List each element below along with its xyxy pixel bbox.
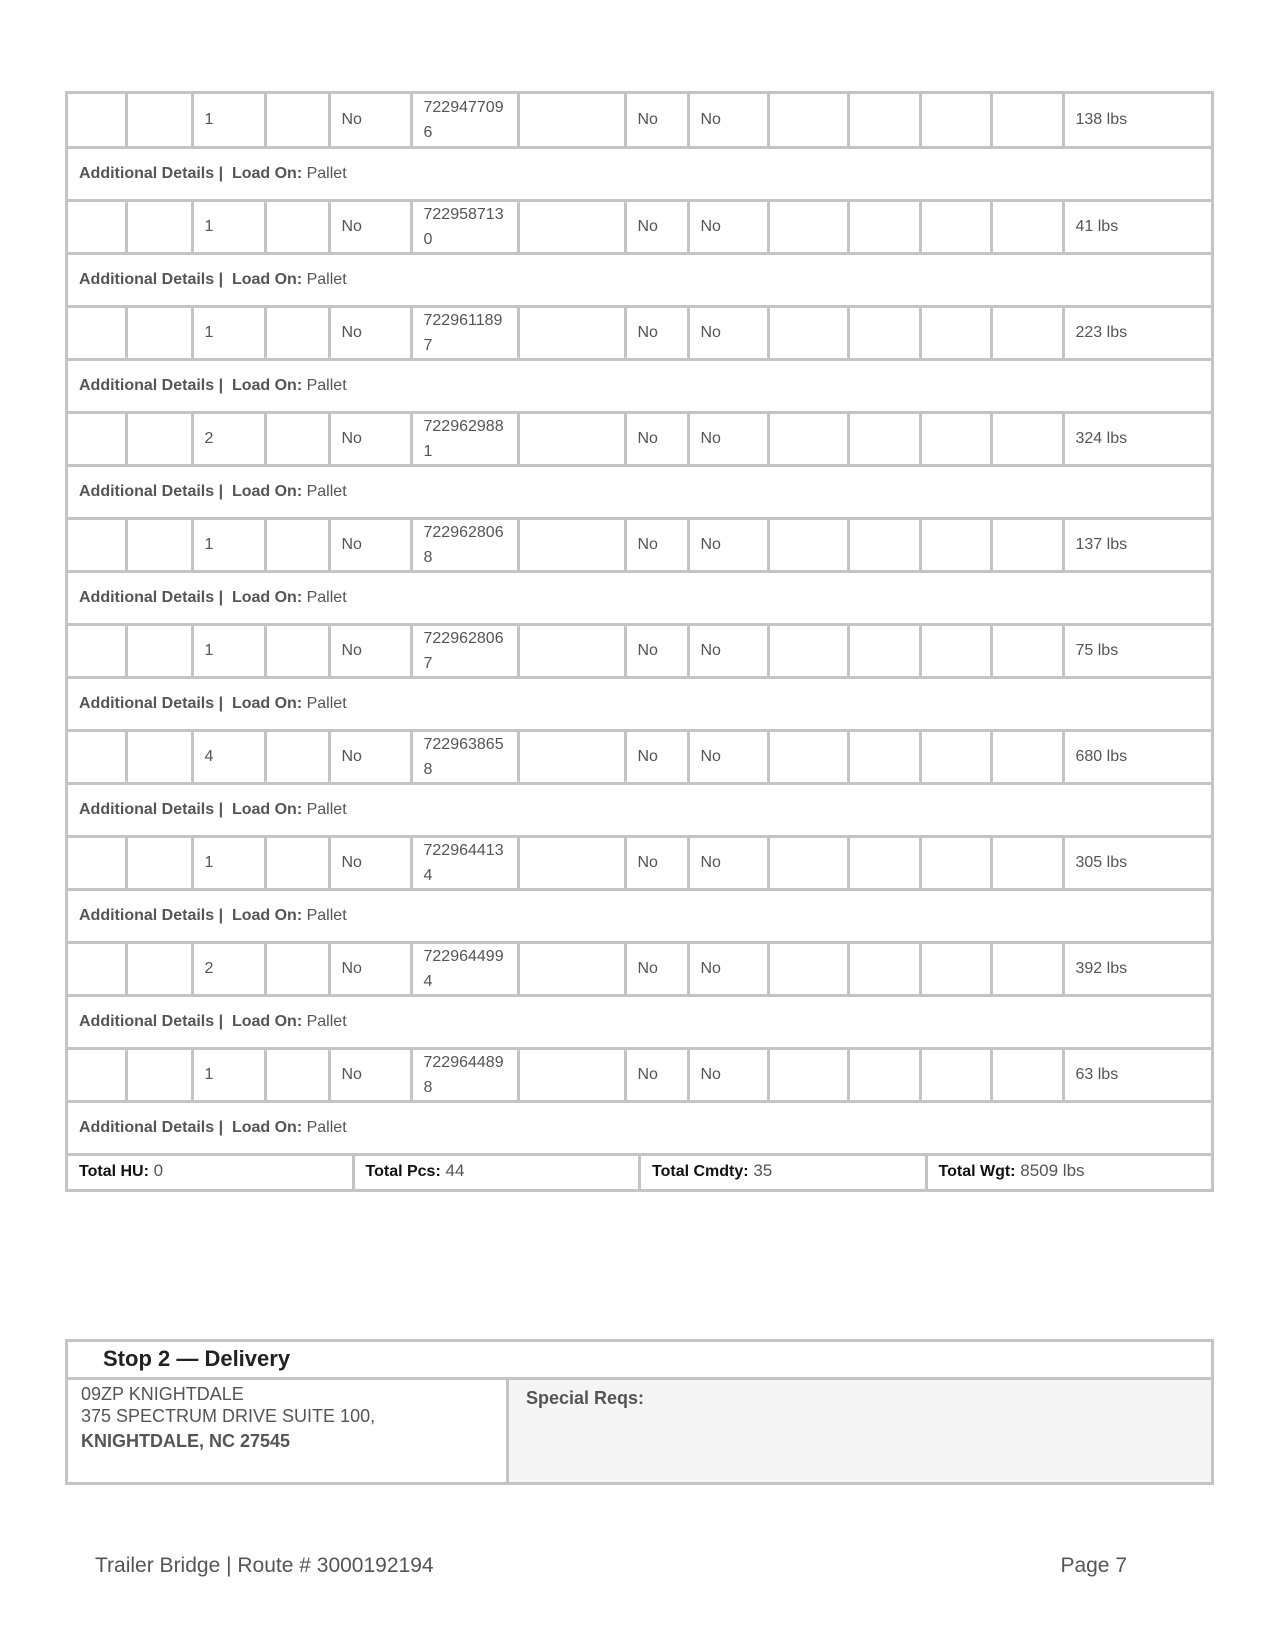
empty-cell — [768, 836, 848, 889]
additional-details — [68, 1101, 1211, 1154]
empty-cell — [920, 1048, 991, 1101]
weight-cell: 75 lbs — [1063, 624, 1211, 677]
empty-cell — [920, 942, 991, 995]
id-line-2: 8 — [423, 548, 433, 566]
empty-cell — [126, 200, 192, 253]
total-pcs-label: Total Pcs: — [365, 1162, 441, 1180]
table-row — [68, 200, 1211, 253]
total-hu — [68, 1156, 355, 1189]
additional-details — [68, 253, 1211, 306]
hazmat-cell: No — [329, 518, 411, 571]
id-cell — [411, 518, 518, 571]
hazmat-cell: No — [329, 412, 411, 465]
empty-cell — [848, 94, 920, 147]
empty-cell — [68, 942, 126, 995]
empty-cell — [518, 200, 625, 253]
id-cell — [411, 624, 518, 677]
empty-cell — [518, 942, 625, 995]
weight-cell: 392 lbs — [1063, 942, 1211, 995]
details-row — [68, 995, 1211, 1048]
hazmat-cell: No — [329, 1048, 411, 1101]
load-on-label: Load On: — [231, 376, 303, 394]
empty-cell — [920, 94, 991, 147]
id-cell — [411, 836, 518, 889]
total-cmdty-label: Total Cmdty: — [652, 1162, 749, 1180]
load-on-value: Pallet — [306, 270, 347, 288]
table-row — [68, 1048, 1211, 1101]
footer-page-number: Page 7 — [1060, 1554, 1127, 1577]
qty-cell: 1 — [192, 518, 265, 571]
empty-cell — [126, 412, 192, 465]
weight-cell: 138 lbs — [1063, 94, 1211, 147]
empty-cell — [991, 836, 1063, 889]
empty-cell — [518, 730, 625, 783]
empty-cell — [991, 518, 1063, 571]
empty-cell — [920, 412, 991, 465]
hazmat-cell: No — [329, 836, 411, 889]
total-wgt-value: 8509 lbs — [1020, 1160, 1085, 1180]
weight-cell: 324 lbs — [1063, 412, 1211, 465]
qty-cell: 1 — [192, 624, 265, 677]
weight-cell: 680 lbs — [1063, 730, 1211, 783]
load-on-label: Load On: — [231, 906, 303, 924]
empty-cell — [265, 942, 329, 995]
address-line-1: 09ZP KNIGHTDALE — [81, 1384, 244, 1404]
empty-cell — [265, 412, 329, 465]
id-cell — [411, 412, 518, 465]
flag-cell: No — [625, 730, 688, 783]
empty-cell — [126, 306, 192, 359]
empty-cell — [265, 624, 329, 677]
weight-cell: 63 lbs — [1063, 1048, 1211, 1101]
empty-cell — [518, 306, 625, 359]
empty-cell — [265, 518, 329, 571]
details-row — [68, 147, 1211, 200]
empty-cell — [518, 412, 625, 465]
table-row — [68, 624, 1211, 677]
empty-cell — [991, 1048, 1063, 1101]
flag-cell: No — [625, 412, 688, 465]
weight-cell: 223 lbs — [1063, 306, 1211, 359]
address-line-2: 375 SPECTRUM DRIVE SUITE 100, — [81, 1406, 376, 1426]
flag-cell: No — [625, 836, 688, 889]
empty-cell — [768, 624, 848, 677]
empty-cell — [848, 200, 920, 253]
empty-cell — [768, 412, 848, 465]
empty-cell — [68, 730, 126, 783]
details-row — [68, 253, 1211, 306]
id-line-1: 722947709 — [423, 98, 504, 116]
empty-cell — [920, 518, 991, 571]
special-reqs — [509, 1380, 1211, 1482]
qty-cell: 2 — [192, 942, 265, 995]
id-cell — [411, 730, 518, 783]
empty-cell — [68, 518, 126, 571]
empty-cell — [126, 1048, 192, 1101]
hazmat-cell: No — [329, 200, 411, 253]
flag-cell: No — [625, 1048, 688, 1101]
empty-cell — [848, 412, 920, 465]
empty-cell — [768, 942, 848, 995]
weight-cell: 305 lbs — [1063, 836, 1211, 889]
flag-cell: No — [688, 836, 768, 889]
id-line-1: 722962806 — [423, 523, 504, 541]
details-row — [68, 1101, 1211, 1154]
hazmat-cell: No — [329, 94, 411, 147]
flag-cell: No — [688, 412, 768, 465]
id-cell — [411, 94, 518, 147]
additional-details — [68, 783, 1211, 836]
total-hu-value: 0 — [153, 1160, 164, 1180]
load-on-value: Pallet — [306, 482, 347, 500]
load-on-value: Pallet — [306, 376, 347, 394]
load-on-label: Load On: — [231, 800, 303, 818]
table-row — [68, 730, 1211, 783]
qty-cell: 1 — [192, 836, 265, 889]
total-pcs — [355, 1156, 642, 1189]
flag-cell: No — [625, 518, 688, 571]
additional-details — [68, 677, 1211, 730]
empty-cell — [920, 730, 991, 783]
load-on-label: Load On: — [231, 1118, 303, 1136]
qty-cell: 1 — [192, 306, 265, 359]
flag-cell: No — [688, 200, 768, 253]
id-line-1: 722962806 — [423, 629, 504, 647]
footer-route: Trailer Bridge | Route # 3000192194 — [95, 1554, 434, 1577]
empty-cell — [848, 942, 920, 995]
flag-cell: No — [688, 624, 768, 677]
flag-cell: No — [688, 306, 768, 359]
id-line-2: 7 — [423, 336, 433, 354]
details-label: Additional Details | — [79, 906, 224, 924]
table-row — [68, 942, 1211, 995]
empty-cell — [991, 94, 1063, 147]
qty-cell: 4 — [192, 730, 265, 783]
details-label: Additional Details | — [79, 1012, 224, 1030]
load-on-value: Pallet — [306, 694, 347, 712]
details-label: Additional Details | — [79, 376, 224, 394]
totals-row — [68, 1156, 1211, 1192]
stop-panel — [65, 1339, 1214, 1485]
empty-cell — [768, 1048, 848, 1101]
empty-cell — [848, 1048, 920, 1101]
empty-cell — [265, 200, 329, 253]
empty-cell — [126, 836, 192, 889]
empty-cell — [768, 730, 848, 783]
details-label: Additional Details | — [79, 164, 224, 182]
empty-cell — [126, 730, 192, 783]
details-label: Additional Details | — [79, 694, 224, 712]
table-row — [68, 836, 1211, 889]
flag-cell: No — [625, 624, 688, 677]
id-line-2: 7 — [423, 654, 433, 672]
id-line-1: 722964413 — [423, 841, 504, 859]
additional-details — [68, 359, 1211, 412]
load-on-value: Pallet — [306, 800, 347, 818]
flag-cell: No — [688, 1048, 768, 1101]
empty-cell — [991, 624, 1063, 677]
additional-details — [68, 465, 1211, 518]
empty-cell — [991, 730, 1063, 783]
total-wgt-label: Total Wgt: — [938, 1162, 1016, 1180]
details-label: Additional Details | — [79, 1118, 224, 1136]
empty-cell — [991, 306, 1063, 359]
details-label: Additional Details | — [79, 588, 224, 606]
total-wgt — [928, 1156, 1212, 1189]
qty-cell: 1 — [192, 200, 265, 253]
id-cell — [411, 306, 518, 359]
additional-details — [68, 571, 1211, 624]
flag-cell: No — [688, 942, 768, 995]
flag-cell: No — [688, 94, 768, 147]
empty-cell — [68, 306, 126, 359]
qty-cell: 2 — [192, 412, 265, 465]
total-cmdty-value: 35 — [753, 1160, 773, 1180]
empty-cell — [68, 412, 126, 465]
hazmat-cell: No — [329, 624, 411, 677]
id-line-1: 722958713 — [423, 205, 504, 223]
stop-body — [68, 1380, 1211, 1482]
empty-cell — [68, 200, 126, 253]
load-on-label: Load On: — [231, 270, 303, 288]
load-on-label: Load On: — [231, 164, 303, 182]
total-cmdty — [641, 1156, 928, 1189]
empty-cell — [768, 94, 848, 147]
empty-cell — [518, 624, 625, 677]
empty-cell — [126, 94, 192, 147]
id-line-2: 4 — [423, 866, 433, 884]
empty-cell — [768, 306, 848, 359]
table-row — [68, 306, 1211, 359]
empty-cell — [768, 200, 848, 253]
id-line-2: 8 — [423, 760, 433, 778]
empty-cell — [518, 1048, 625, 1101]
table-row — [68, 94, 1211, 147]
load-on-label: Load On: — [231, 694, 303, 712]
hazmat-cell: No — [329, 730, 411, 783]
details-row — [68, 571, 1211, 624]
empty-cell — [126, 942, 192, 995]
empty-cell — [126, 518, 192, 571]
empty-cell — [68, 624, 126, 677]
load-on-label: Load On: — [231, 1012, 303, 1030]
empty-cell — [68, 1048, 126, 1101]
load-on-value: Pallet — [306, 164, 347, 182]
load-on-value: Pallet — [306, 906, 347, 924]
id-line-1: 722964489 — [423, 1053, 504, 1071]
table-row — [68, 412, 1211, 465]
details-row — [68, 465, 1211, 518]
details-row — [68, 889, 1211, 942]
additional-details — [68, 889, 1211, 942]
id-line-2: 8 — [423, 1078, 433, 1096]
flag-cell: No — [625, 306, 688, 359]
empty-cell — [848, 624, 920, 677]
empty-cell — [518, 836, 625, 889]
details-label: Additional Details | — [79, 800, 224, 818]
empty-cell — [848, 306, 920, 359]
stop-title: Stop 2 — Delivery — [68, 1342, 1211, 1380]
load-on-value: Pallet — [306, 1012, 347, 1030]
id-cell — [411, 1048, 518, 1101]
load-on-value: Pallet — [306, 588, 347, 606]
empty-cell — [848, 730, 920, 783]
additional-details — [68, 995, 1211, 1048]
empty-cell — [920, 200, 991, 253]
id-line-1: 722964499 — [423, 947, 504, 965]
id-cell — [411, 200, 518, 253]
empty-cell — [920, 306, 991, 359]
weight-cell: 41 lbs — [1063, 200, 1211, 253]
additional-details — [68, 147, 1211, 200]
details-label: Additional Details | — [79, 270, 224, 288]
total-hu-label: Total HU: — [79, 1162, 149, 1180]
qty-cell: 1 — [192, 1048, 265, 1101]
load-on-label: Load On: — [231, 482, 303, 500]
empty-cell — [920, 624, 991, 677]
flag-cell: No — [625, 94, 688, 147]
flag-cell: No — [625, 942, 688, 995]
details-row — [68, 783, 1211, 836]
empty-cell — [768, 518, 848, 571]
empty-cell — [265, 730, 329, 783]
empty-cell — [848, 518, 920, 571]
line-items-table — [68, 94, 1211, 1156]
table-row — [68, 518, 1211, 571]
empty-cell — [991, 412, 1063, 465]
qty-cell: 1 — [192, 94, 265, 147]
stop-address — [68, 1380, 509, 1482]
empty-cell — [991, 942, 1063, 995]
empty-cell — [991, 200, 1063, 253]
empty-cell — [265, 306, 329, 359]
id-line-2: 6 — [423, 123, 433, 141]
empty-cell — [265, 94, 329, 147]
address-city: KNIGHTDALE, NC 27545 — [81, 1431, 291, 1451]
special-reqs-label: Special Reqs: — [526, 1388, 645, 1408]
flag-cell: No — [625, 200, 688, 253]
empty-cell — [265, 836, 329, 889]
flag-cell: No — [688, 518, 768, 571]
empty-cell — [518, 518, 625, 571]
id-line-1: 722961189 — [423, 311, 503, 329]
details-label: Additional Details | — [79, 482, 224, 500]
hazmat-cell: No — [329, 306, 411, 359]
id-cell — [411, 942, 518, 995]
empty-cell — [920, 836, 991, 889]
empty-cell — [68, 94, 126, 147]
empty-cell — [265, 1048, 329, 1101]
id-line-2: 0 — [423, 230, 433, 248]
flag-cell: No — [688, 730, 768, 783]
line-items-grid — [65, 91, 1214, 1192]
weight-cell: 137 lbs — [1063, 518, 1211, 571]
details-row — [68, 677, 1211, 730]
load-on-label: Load On: — [231, 588, 303, 606]
id-line-2: 4 — [423, 972, 433, 990]
total-pcs-value: 44 — [445, 1160, 465, 1180]
empty-cell — [518, 94, 625, 147]
id-line-1: 722963865 — [423, 735, 504, 753]
id-line-2: 1 — [423, 442, 433, 460]
empty-cell — [848, 836, 920, 889]
empty-cell — [126, 624, 192, 677]
hazmat-cell: No — [329, 942, 411, 995]
id-line-1: 722962988 — [423, 417, 504, 435]
details-row — [68, 359, 1211, 412]
empty-cell — [68, 836, 126, 889]
load-on-value: Pallet — [306, 1118, 347, 1136]
